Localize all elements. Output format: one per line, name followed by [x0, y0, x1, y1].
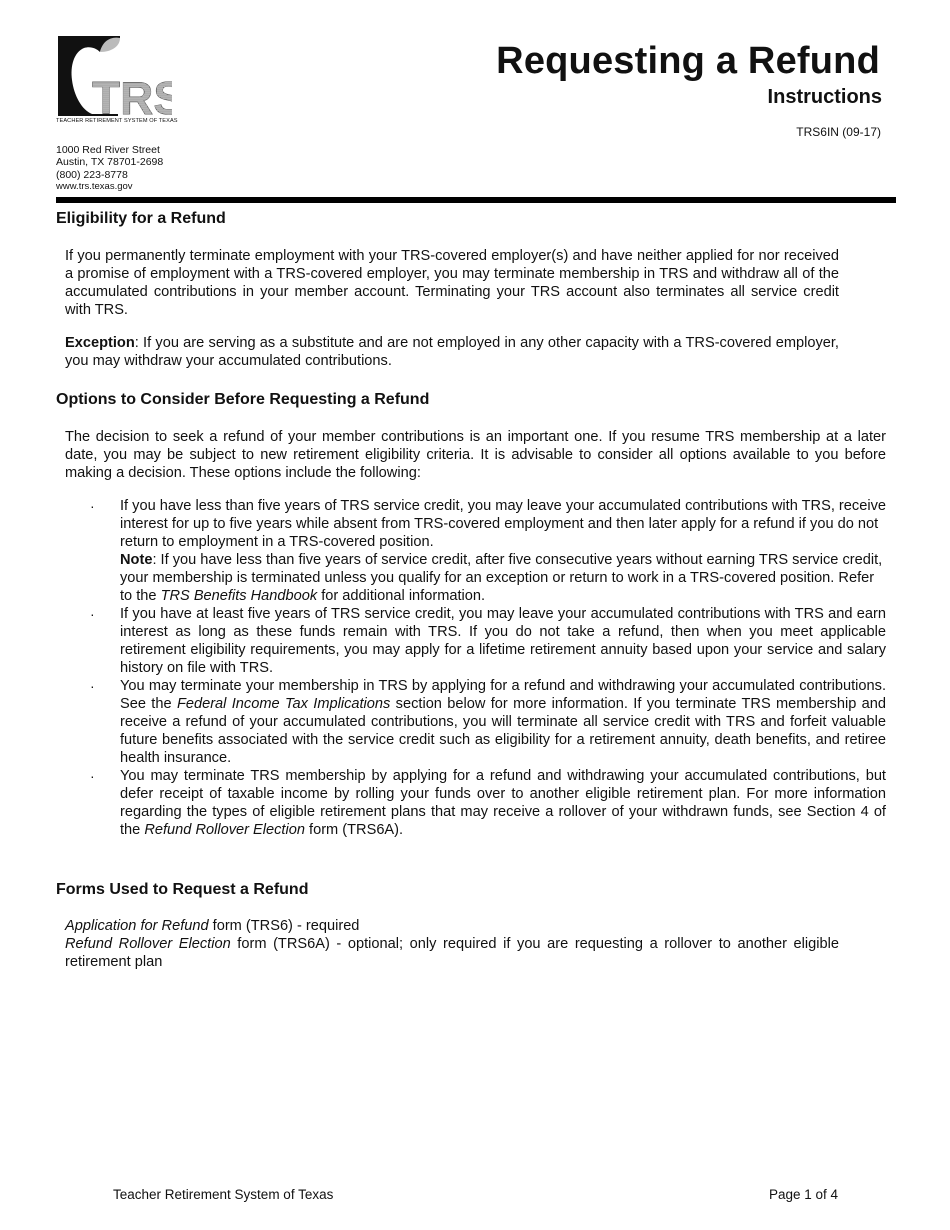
page-subtitle: Instructions [767, 86, 882, 108]
note-label: Note [120, 552, 153, 568]
list-item [90, 677, 886, 767]
page-number: Page 1 of 4 [768, 1187, 838, 1202]
bullet-dot: · [90, 678, 95, 694]
bullet2-text: If you have at least five years of TRS service credit, you may leave your accumulated contributions with TRS and earn interest as long as these funds remain with TRS. If you do not take a refund, then when you meet applicable retirement eligibility requirements, you may apply for a lifetime retirement annuity based upon your service and salary history on file with TRS. [120, 606, 886, 676]
rollover-form-text: form (TRS6A) - optional; only required if you are requesting a rollover to another eligible retirement plan [65, 936, 839, 970]
eligibility-heading: Eligibility for a Refund [56, 210, 226, 227]
bullet3-text-before: You may terminate your membership in TRS by applying for a refund and withdrawing your accumulated contributions. See the [120, 678, 886, 712]
bullet1-text: If you have less than five years of TRS service credit, you may leave your accumulated contributions with TRS, receive interest for up to five years while absent from TRS-covered employment and then later apply for a refund if you do not return to employment in a TRS-covered position. [120, 498, 886, 550]
eligibility-paragraph: If you permanently terminate employment with your TRS-covered employer(s) and have neither applied for nor received a promise of employment with a TRS-covered employer, you may terminate membership in TRS and withdraw all of the accumulated contributions in your member account. Terminating your TRS account also terminates all service credit with TRS. [65, 248, 839, 318]
page-title: Requesting a Refund [496, 40, 880, 82]
forms-heading: Forms Used to Request a Refund [56, 881, 309, 898]
note-text: : If you have less than five years of service credit, after five consecutive years without earning TRS service credit, your membership is terminated unless you qualify for an exception or return to work in a TRS-covered position. Refer to the [120, 552, 883, 604]
apple-logo-icon [56, 34, 172, 130]
logo-text: TRS [92, 72, 172, 124]
options-heading: Options to Consider Before Requesting a Refund [56, 391, 430, 408]
forms-list [65, 917, 839, 971]
address-city: Austin, TX 78701-2698 [56, 156, 164, 169]
logo-caption: TEACHER RETIREMENT SYSTEM OF TEXAS [56, 118, 178, 124]
exception-text: : If you are serving as a substitute and are not employed in any other capacity with a TRS-covered employer, you may withdraw your accumulated contributions. [65, 335, 839, 369]
bullet-dot: · [90, 768, 95, 784]
rollover-form-reference: Refund Rollover Election [144, 822, 305, 838]
address-block [56, 144, 163, 193]
options-intro: The decision to seek a refund of your member contributions is an important one. If you resume TRS membership at a later date, you may be subject to new retirement eligibility criteria. It is advisable to consider all options available to you before making a decision. These options include the following: [65, 429, 886, 481]
forms-line-1 [65, 917, 839, 935]
exception-label: Exception [65, 335, 135, 351]
list-item [90, 767, 886, 839]
bullet4-text-before: You may terminate TRS membership by applying for a refund and withdrawing your accumulated contributions, but defer receipt of taxable income by rolling your funds over to another eligible retirement plan. For more information regarding the types of eligible retirement plans that may receive a rollover of your withdrawn funds, see Section 4 of the [120, 768, 886, 838]
address-website: www.trs.texas.gov [56, 180, 133, 192]
tax-implications-reference: Federal Income Tax Implications [176, 696, 391, 712]
form-code: TRS6IN (09-17) [796, 125, 881, 139]
application-form-text: form (TRS6) - required [208, 918, 360, 934]
footer-organization: Teacher Retirement System of Texas [113, 1187, 334, 1202]
bullet-dot: · [90, 606, 95, 622]
list-item [90, 605, 886, 677]
address-phone: (800) 223-8778 [56, 168, 128, 181]
bullet3-text-after: section below for more information. If you terminate TRS membership and receive a refund of your accumulated contributions, you will terminate all service credit with TRS and forfeit valuable future benefits associated with the service credit such as eligibility for a retirement annuity, death benefits, and retiree health insurance. [120, 696, 886, 766]
forms-line-2 [65, 935, 839, 971]
bullet-dot: · [90, 498, 95, 514]
bullet4-text-after: form (TRS6A). [304, 822, 404, 838]
address-street: 1000 Red River Street [56, 144, 160, 156]
options-list [90, 497, 886, 839]
list-item [90, 497, 886, 605]
exception-paragraph [65, 334, 839, 370]
application-form-name: Application for Refund [65, 918, 209, 934]
handbook-reference: TRS Benefits Handbook [160, 588, 318, 604]
rollover-form-name: Refund Rollover Election [65, 936, 231, 952]
header-divider [56, 197, 896, 203]
trs-logo [56, 34, 172, 130]
note-tail: for additional information. [317, 588, 486, 604]
